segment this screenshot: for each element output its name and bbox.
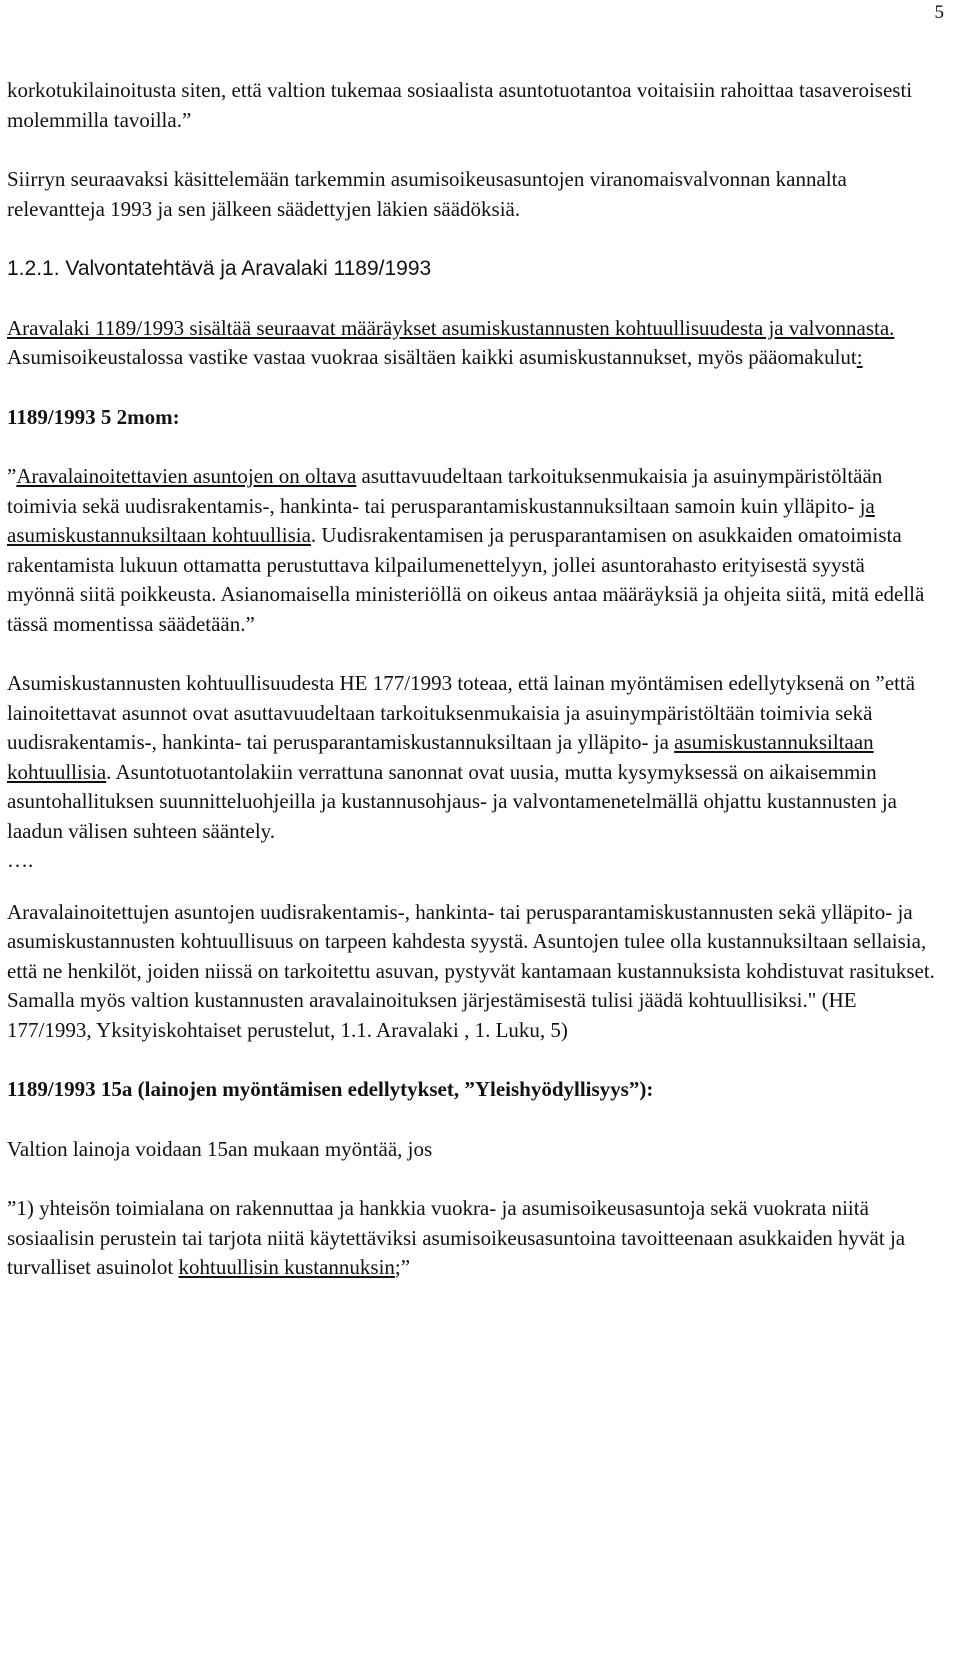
underlined-text: Aravalaki 1189/1993 sisältää seuraavat määräykset asumiskustannusten kohtuullisuudesta ja valvonnasta. bbox=[7, 315, 895, 340]
document-body bbox=[7, 76, 937, 1283]
paragraph-aravalainoitettujen: Aravalainoitettujen asuntojen uudisrakentamis-, hankinta- tai perusparantamiskustannusten sekä ylläpito- ja asumiskustannusten kohtuullisuus on tarpeen kahdesta syystä. Asuntojen tulee olla kustannuksiltaan sellaisia, että ne henkilöt, joiden niissä on tarkoitettu asuvan, pystyvät kantamaan kustannuksista kohdistuvat rasitukset. Samalla myös valtion kustannusten aravalainoituksen järjestämisestä tulisi jäädä kohtuullisiksi." (HE 177/1993, Yksityiskohtaiset perustelut, 1.1. Aravalaki , 1. Luku, 5) bbox=[7, 899, 935, 1042]
quote-5-2mom: ”Aravalainoitettavien asuntojen on oltava asuttavuudeltaan tarkoituksenmukaisia ja asuinympäristöltään toimivia sekä uudisrakentamis-, hankinta- tai perusparantamiskustannuksiltaan samoin kuin ylläpito- ja asumiskustannuksiltaan kohtuullisia. Uudisrakentamisen ja perusparantamisen on asukkaiden omatoimista rakentamista lukuun ottamatta perustuttava kilpailumenettelyyn, jollei asuntorahasto erityisestä syystä myönnä siitä poikkeusta. Asianomaisella ministeriöllä on oikeus antaa määräyksiä ja ohjeita siitä, mitä edellä tässä momentissa säädetään.” bbox=[7, 464, 925, 636]
paragraph-transition: Siirryn seuraavaksi käsittelemään tarkemmin asumisoikeusasuntojen viranomaisvalvonnan kannalta relevantteja 1993 ja sen jälkeen säädettyjen läkien säädöksiä. bbox=[7, 167, 847, 221]
paragraph-intro-end: korkotukilainoitusta siten, että valtion tukemaa sosiaalista asuntotuotantoa voitaisiin rahoittaa tasaveroisesti molemmilla tavoilla.” bbox=[7, 78, 913, 132]
section-label-15a: 1189/1993 15a (lainojen myöntämisen edellytykset, ”Yleishyödyllisyys”): bbox=[7, 1077, 654, 1101]
paragraph-valtion-lainoja: Valtion lainoja voidaan 15an mukaan myöntää, jos bbox=[7, 1136, 433, 1161]
paragraph-he-177: Asumiskustannusten kohtuullisuudesta HE 177/1993 toteaa, että lainan myöntämisen edellytyksenä on ”että lainoitettavat asunnot ovat asuttavuudeltaan tarkoituksenmukaisia ja asuinympäristöltään toimivia sekä uudisrakentamis-, hankinta- tai perusparantamiskustannuksiltaan ja ylläpito- ja asumiskustannuksiltaan kohtuullisia. Asuntotuotantolakiin verrattuna sanonnat ovat uusia, mutta kysymyksessä on aikaisemmin asuntohallituksen suunnitteluohjeilla ja kustannusohjaus- ja valvontamenetelmällä ohjattu kustannusten ja laadun välisen suhteen sääntely. bbox=[7, 671, 916, 843]
page-number: 5 bbox=[934, 2, 944, 23]
section-label-5-2mom: 1189/1993 5 2mom: bbox=[7, 404, 180, 429]
ellipsis: …. bbox=[7, 848, 34, 872]
section-heading: 1.2.1. Valvontatehtävä ja Aravalaki 1189/1993 bbox=[7, 257, 432, 280]
quote-15a-item-1: ”1) yhteisön toimialana on rakennuttaa ja hankkia vuokra- ja asumisoikeusasuntoja sekä vuokrata niitä sosiaalisin perustein tai tarjota niitä käytettäviksi asumisoikeusasuntoina tavoitteenaan asukkaiden hyvät ja turvalliset asuinolot kohtuullisin kustannuksin;” bbox=[7, 1196, 906, 1279]
paragraph-aravalaki: Aravalaki 1189/1993 sisältää seuraavat määräykset asumiskustannusten kohtuullisuudesta ja valvonnasta. Asumisoikeustalossa vastike vastaa vuokraa sisältäen kaikki asumiskustannukset, myös pääomakulut: bbox=[7, 315, 895, 369]
